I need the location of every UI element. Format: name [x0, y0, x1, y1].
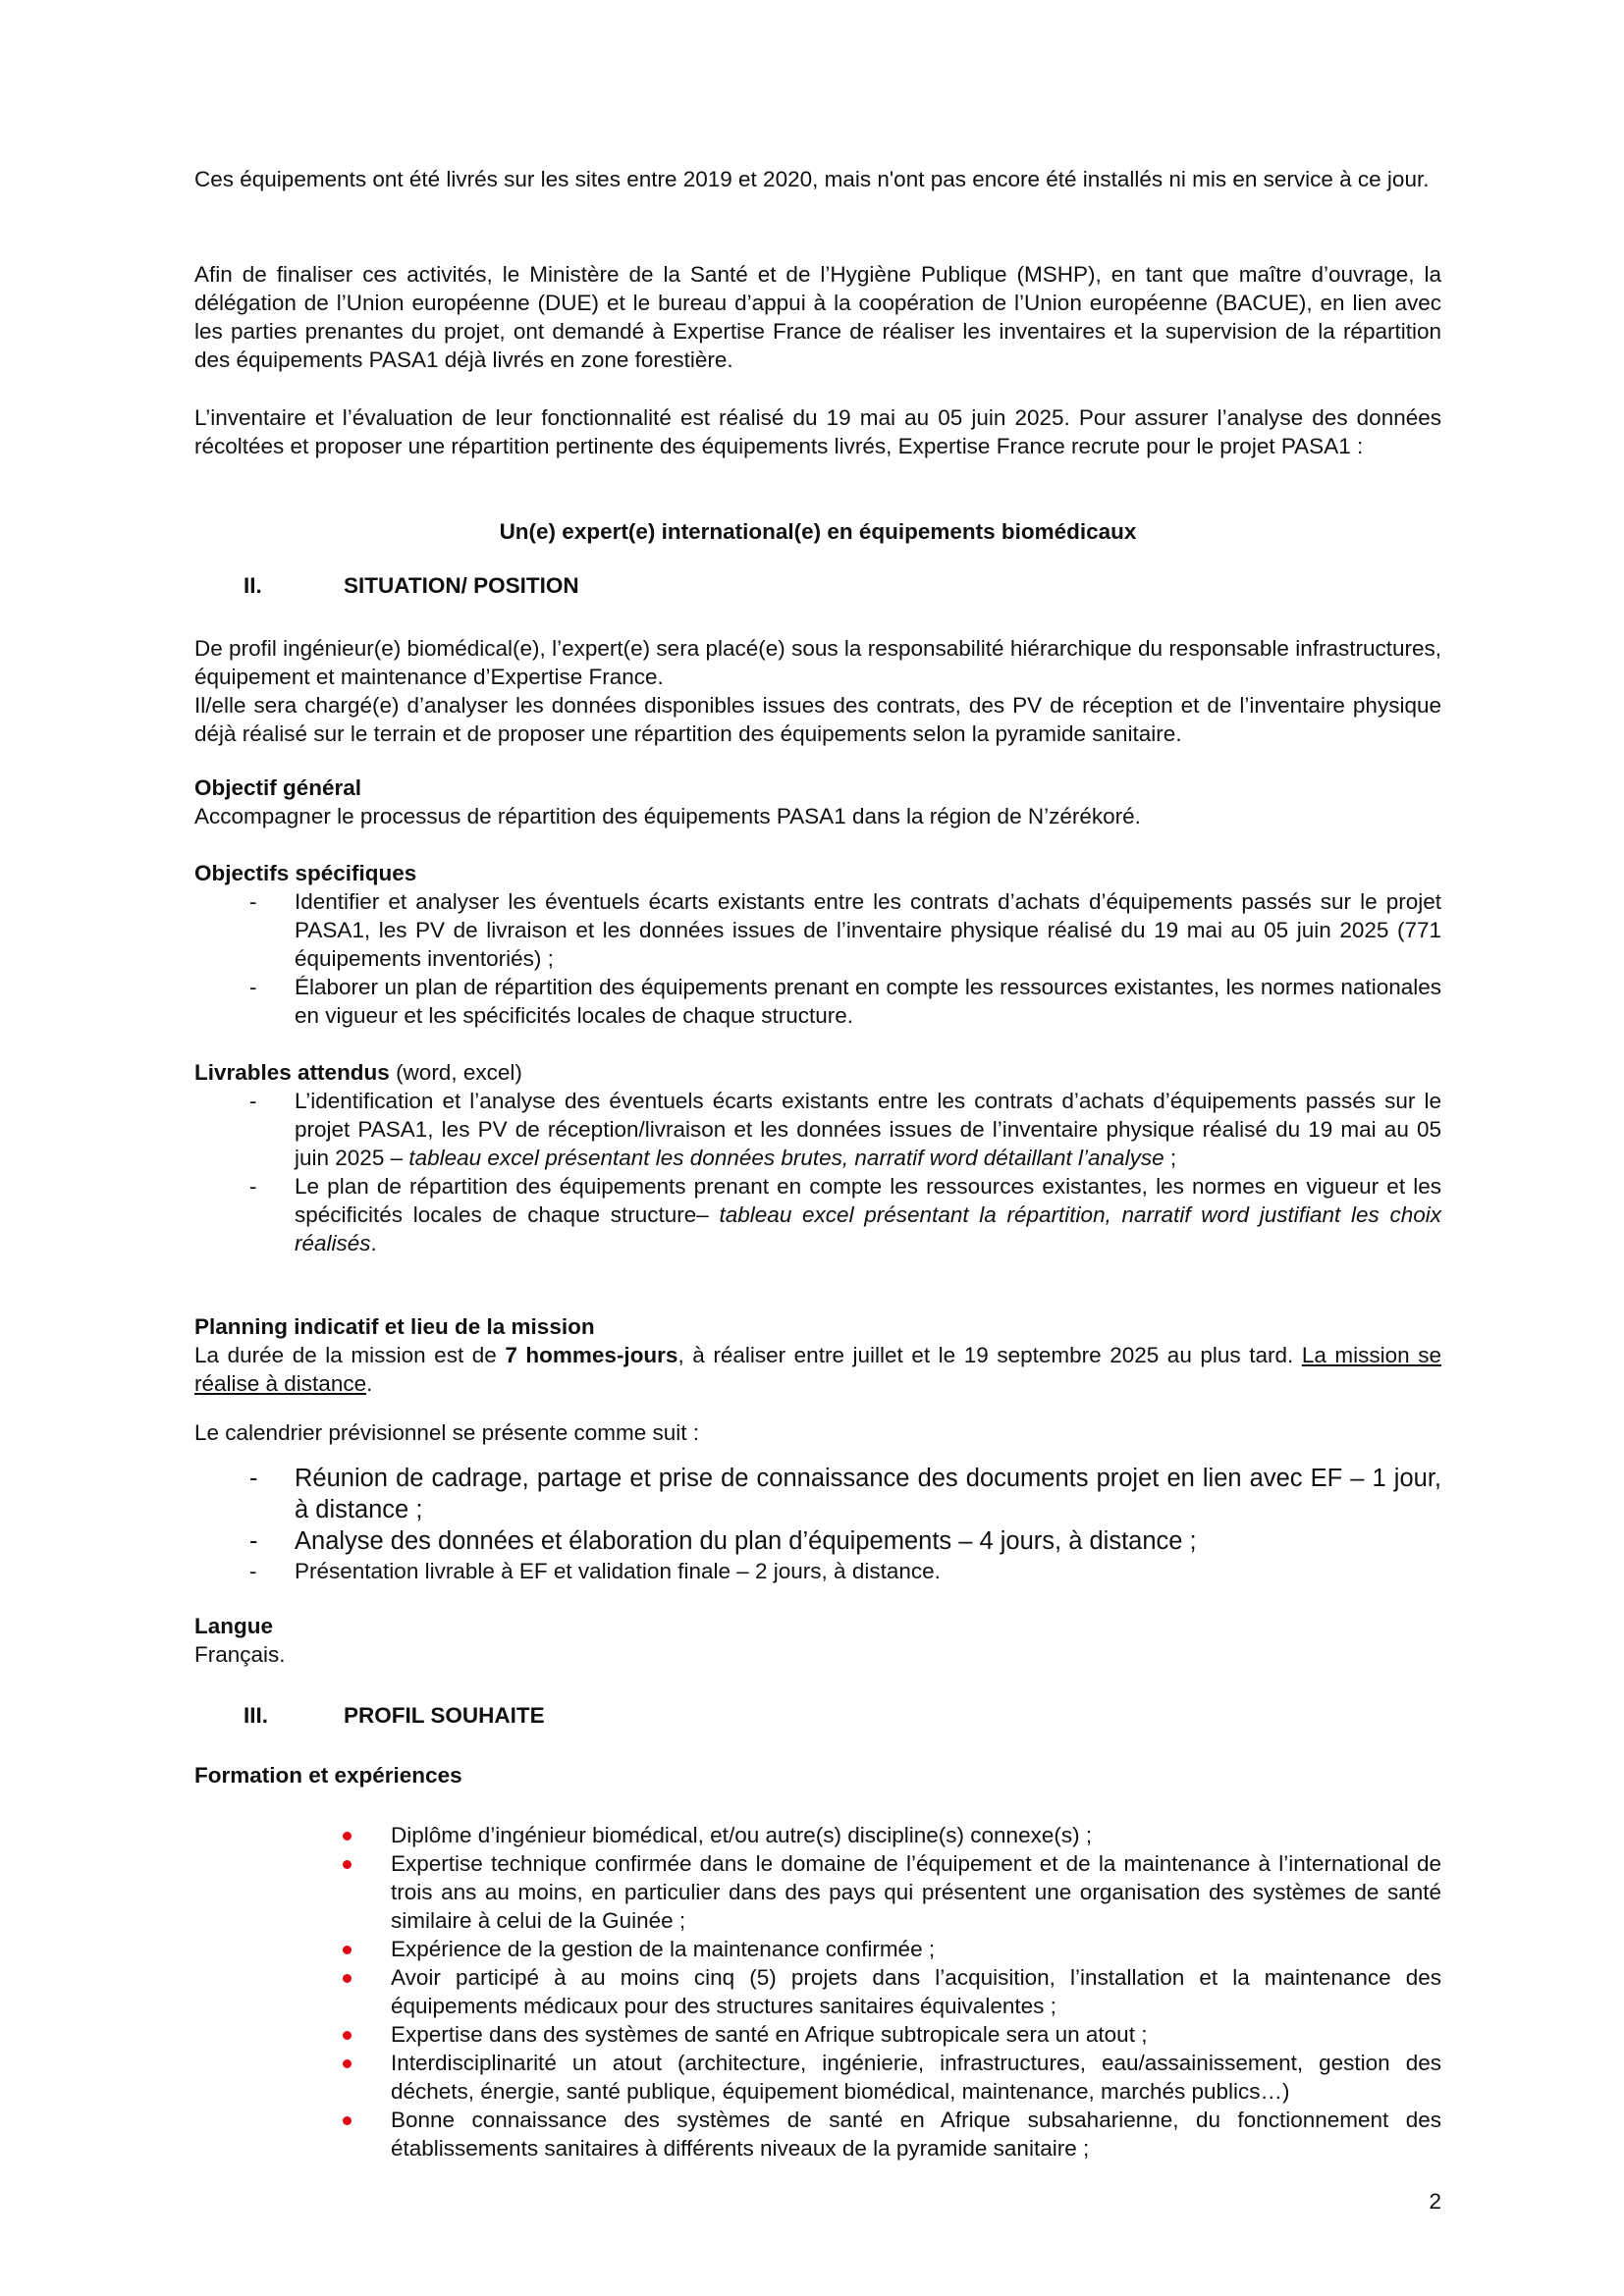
section-2-body: [194, 634, 1441, 748]
objectif-general-block: [194, 774, 1441, 830]
profile-item-text: Expertise dans des systèmes de santé en Afrique subtropicale sera un atout ;: [391, 2022, 1148, 2047]
planning-text: [194, 1341, 1441, 1398]
planning-heading: Planning indicatif et lieu de la mission: [194, 1314, 595, 1339]
list-item: [194, 1087, 1441, 1172]
section-2-number: II.: [244, 573, 262, 598]
langue-heading: Langue: [194, 1614, 274, 1638]
livrable-format: tableau excel présentant les données brutes, narratif word détaillant l’analyse: [408, 1146, 1164, 1170]
position-title: Un(e) expert(e) international(e) en équipements biomédicaux: [499, 519, 1137, 544]
list-item: - Élaborer un plan de répartition des équipements prenant en compte les ressources existantes, les normes nationales en vigueur et les spécificités locales de chaque structure.: [194, 973, 1441, 1030]
planning-text-before: La durée de la mission est de: [194, 1343, 506, 1367]
list-item: [194, 2106, 1441, 2163]
objectifs-specifiques-heading: Objectifs spécifiques: [194, 861, 417, 885]
section-3-title: PROFIL SOUHAITE: [344, 1703, 545, 1728]
planning-end: .: [366, 1371, 373, 1396]
calendar-intro: Le calendrier prévisionnel se présente comme suit :: [194, 1420, 700, 1445]
objectifs-specifiques-block: [194, 859, 1441, 1030]
situation-paragraph-2: Il/elle sera chargé(e) d’analyser les données disponibles issues des contrats, des PV de réception et de l’inventaire physique déjà réalisé sur le terrain et de proposer une répartition des équipements selon la pyramide sanitaire.: [194, 693, 1441, 746]
profile-item-text: Diplôme d’ingénieur biomédical, et/ou autre(s) discipline(s) connexe(s) ;: [391, 1823, 1093, 1847]
profile-item-text: Expertise technique confirmée dans le domaine de l’équipement et de la maintenance à l’international de trois ans au moins, en particulier dans des pays qui présentent une organisation des systèmes de santé similaire à celui de la Guinée ;: [391, 1851, 1441, 1933]
situation-paragraph-1: De profil ingénieur(e) biomédical(e), l’expert(e) sera placé(e) sous la responsabilité hiérarchique du responsable infrastructures, équipement et maintenance d’Expertise France.: [194, 636, 1441, 689]
planning-duration: 7 hommes-jours: [505, 1343, 678, 1367]
profile-item-text: Expérience de la gestion de la maintenance confirmée ;: [391, 1937, 936, 1961]
list-item: [194, 1821, 1441, 1849]
bullet-icon: [343, 1974, 352, 1983]
livrable-text: Le plan de répartition des équipements prenant en compte les ressources existantes, les normes en vigueur et les spécificités locales de chaque structure–: [295, 1174, 1441, 1227]
livrable-format: tableau excel présentant la répartition, narratif word justifiant les choix réalisés: [295, 1202, 1442, 1255]
intro-paragraph-2: Afin de finaliser ces activités, le Ministère de la Santé et de l’Hygiène Publique (MSHP), en tant que maître d’ouvrage, la délégation de l’Union européenne (DUE) et le bureau d’appui à la coopération de l’Union européenne (BACUE), en lien avec les parties prenantes du projet, ont demandé à Expertise France de réaliser les inventaires et la supervision de la répartition des équipements PASA1 déjà livrés en zone forestière.: [194, 262, 1441, 372]
list-item: - Analyse des données et élaboration du plan d’équipements – 4 jours, à distance ;: [194, 1525, 1441, 1557]
list-item: [194, 1963, 1441, 2020]
objectif-general-text: Accompagner le processus de répartition des équipements PASA1 dans la région de N’zérékoré.: [194, 804, 1141, 828]
bullet-icon: [343, 1832, 352, 1841]
langue-text: Français.: [194, 1642, 286, 1667]
calendar-list: [194, 1463, 1441, 1585]
list-item: [194, 2049, 1441, 2106]
page-number: 2: [1429, 2189, 1441, 2214]
bullet-icon: [343, 1946, 352, 1954]
livrable-end: .: [370, 1231, 377, 1255]
list-item: - Présentation livrable à EF et validation finale – 2 jours, à distance.: [194, 1557, 1441, 1585]
bullet-icon: [343, 2031, 352, 2040]
bullet-icon: [343, 2059, 352, 2068]
list-item: - Réunion de cadrage, partage et prise de connaissance des documents projet en lien avec EF – 1 jour, à distance ;: [194, 1463, 1441, 1525]
profile-item-text: Interdisciplinarité un atout (architecture, ingénierie, infrastructures, eau/assainissement, gestion des déchets, énergie, santé publique, équipement biomédical, maintenance, marchés publics…): [391, 2051, 1441, 2104]
livrables-heading-suffix: (word, excel): [389, 1060, 522, 1085]
profile-item-text: Avoir participé à au moins cinq (5) projets dans l’acquisition, l’installation et la maintenance des équipements médicaux pour des structures sanitaires équivalentes ;: [391, 1965, 1441, 2018]
bullet-icon: [343, 2116, 352, 2125]
list-item: [194, 1849, 1441, 1935]
planning-text-after: , à réaliser entre juillet et le 19 septembre 2025 au plus tard.: [677, 1343, 1302, 1367]
list-item: [194, 1172, 1441, 1257]
profile-item-text: Bonne connaissance des systèmes de santé en Afrique subsaharienne, du fonctionnement des établissements sanitaires à différents niveaux de la pyramide sanitaire ;: [391, 2108, 1441, 2161]
section-3-number: III.: [244, 1703, 269, 1728]
langue-block: [194, 1612, 1441, 1669]
objectifs-specifiques-list: [194, 887, 1441, 1030]
livrables-block: [194, 1058, 1441, 1257]
intro-paragraph-3: L’inventaire et l’évaluation de leur fonctionnalité est réalisé du 19 mai au 05 juin 2025. Pour assurer l’analyse des données récoltées et proposer une répartition pertinente des équipements livrés, Expertise France recrute pour le projet PASA1 :: [194, 405, 1441, 458]
planning-block: [194, 1312, 1441, 1398]
section-3-heading: [194, 1701, 1441, 1730]
formation-heading: Formation et expériences: [194, 1763, 462, 1788]
list-item: - Identifier et analyser les éventuels écarts existants entre les contrats d’achats d’équipements passés sur le projet PASA1, les PV de livraison et les données issues de l’inventaire physique réalisé du 19 mai au 05 juin 2025 (771 équipements inventoriés) ;: [194, 887, 1441, 973]
livrable-text: L’identification et l’analyse des éventuels écarts existants entre les contrats d’achats d’équipements passés sur le projet PASA1, les PV de réception/livraison et les données issues de l’inventaire physique réalisé du 19 mai au 05 juin 2025 –: [295, 1089, 1441, 1170]
list-item: [194, 1935, 1441, 1963]
bullet-icon: [343, 1860, 352, 1869]
intro-paragraph-1: Ces équipements ont été livrés sur les sites entre 2019 et 2020, mais n'ont pas encore été installés ni mis en service à ce jour.: [194, 167, 1430, 191]
profile-list: [194, 1821, 1441, 2163]
livrable-end: ;: [1164, 1146, 1177, 1170]
livrables-list: [194, 1087, 1441, 1257]
livrables-heading-line: [194, 1058, 1441, 1087]
objectif-general-heading: Objectif général: [194, 775, 362, 800]
list-item: [194, 2020, 1441, 2049]
section-2-title: SITUATION/ POSITION: [344, 573, 579, 598]
planning-remote-note: La mission se réalise à distance: [194, 1343, 1441, 1396]
livrables-heading: Livrables attendus: [194, 1060, 390, 1085]
section-2-heading: [194, 571, 1441, 600]
